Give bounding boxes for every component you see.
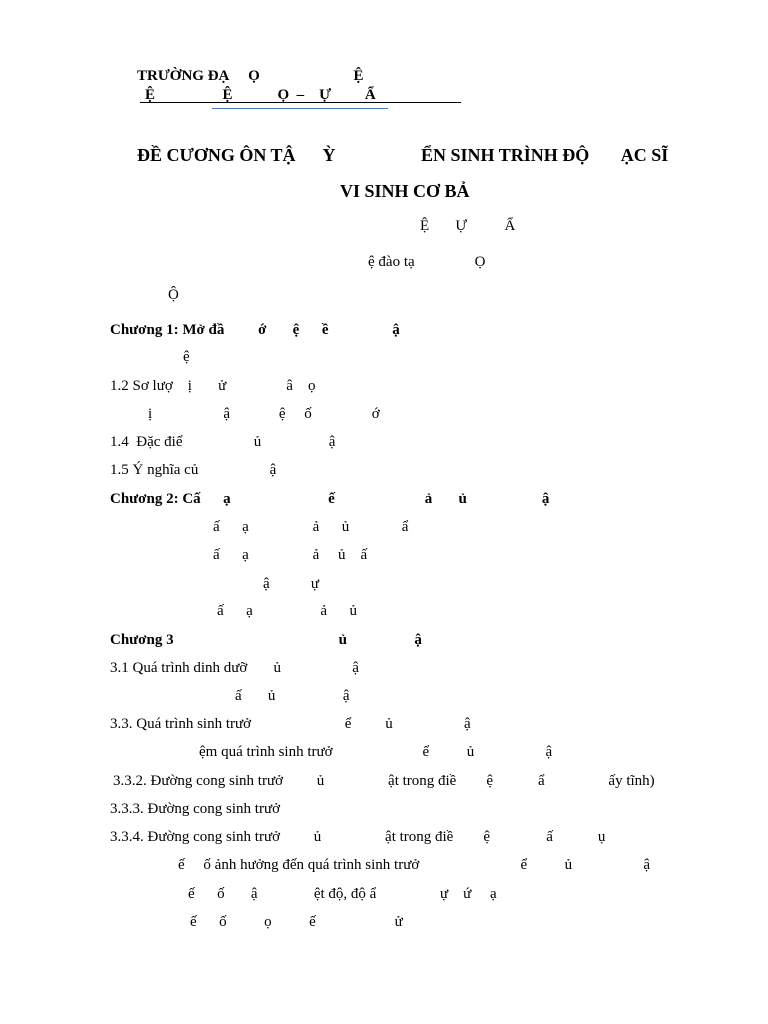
header-underline [140, 102, 461, 103]
document-title: ĐỀ CƯƠNG ÔN TẬ Ỳ ỂN SINH TRÌNH ĐỘ ẠC SĨ [137, 145, 669, 165]
section-3-3-1: ệm quá trình sinh trưở ể ủ ậ [199, 744, 553, 760]
program-line: Ệ Ự Ẩ [420, 218, 516, 234]
header-blue-rule [212, 108, 388, 109]
section-3-3: 3.3. Quá trình sinh trưở ể ủ ậ [110, 716, 471, 732]
section-1-5: 1.5 Ý nghĩa củ ậ [110, 462, 277, 478]
section-3-1: 3.1 Quá trình dinh dưỡ ủ ậ [110, 660, 359, 676]
document-subject: VI SINH CƠ BẢ [340, 181, 470, 201]
faculty-name: Ệ Ệ Ọ – Ự Ẩ [145, 87, 376, 103]
section-3-3-3: 3.3.3. Đường cong sinh trưở [110, 801, 281, 817]
chapter-1-heading: Chương 1: Mở đầ ớ ệ ề ậ [110, 322, 400, 338]
section-3-2: ấ ủ ậ [235, 688, 350, 704]
university-name: TRƯỜNG ĐẠ Ọ Ệ [137, 68, 364, 84]
section-1-2: 1.2 Sơ lượ ị ử â ọ [110, 378, 316, 394]
outline-line: ệ [183, 349, 190, 365]
chapter-2-heading: Chương 2: Cấ ạ ế ả ủ ậ [110, 491, 550, 507]
section-3-4-1: ế ố ậ ệt độ, độ ẩ ự ứ ạ [188, 886, 497, 902]
section-1-4: 1.4 Đặc điể ủ ậ [110, 434, 336, 450]
section-3-3-2: 3.3.2. Đường cong sinh trưở ủ ật trong điề ệ ẩ ấy tĩnh) [113, 773, 655, 789]
section-3-4-2: ế ố ọ ế ử [190, 914, 403, 930]
section-3-4: ế ố ảnh hưởng đến quá trình sinh trưở ể ủ ậ [178, 857, 651, 873]
chapter-3-heading: Chương 3 ủ ậ [110, 632, 422, 648]
section-3-3-4: 3.3.4. Đường cong sinh trưở ủ ật trong điề ệ ấ ụ [110, 829, 606, 845]
section-2-2: ấ ạ ả ủ ấ [213, 547, 368, 563]
section-2-3: ậ ự [263, 576, 320, 592]
section-2-1: ấ ạ ả ủ ẩ [213, 519, 409, 535]
content-heading: Ộ [168, 287, 179, 303]
section-2-4: ấ ạ ả ủ [217, 603, 357, 619]
training-system-line: ệ đào tạ Ọ [368, 254, 486, 270]
section-1-3: ị ậ ệ ố ớ [148, 406, 380, 422]
